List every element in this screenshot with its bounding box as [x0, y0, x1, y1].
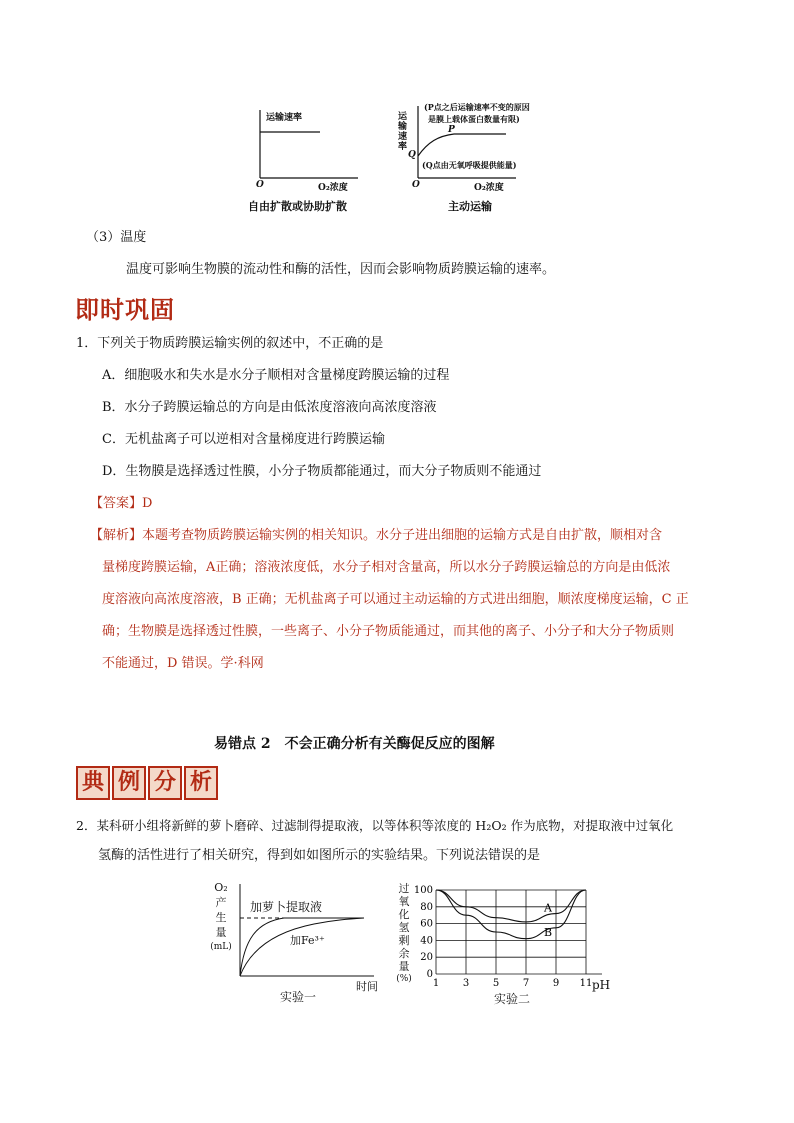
- q2-line1: 2．某科研小组将新鲜的萝卜磨碎、过滤制得提取液，以等体积等浓度的 H₂O₂ 作为底物，对提取液中过氧化: [76, 818, 674, 833]
- exp1-ylabel-1: O₂: [214, 881, 228, 894]
- y-tick-label-20: 20: [420, 952, 433, 964]
- q1-analysis-1: 【解析】本题考查物质跨膜运输实例的相关知识。水分子进出细胞的运输方式是自由扩散，顺相对含: [90, 528, 663, 543]
- exp2-ylabel-3: 化: [398, 908, 410, 921]
- exp1-ylabel-3: 生: [215, 911, 227, 924]
- q1-option-c: C．无机盐离子可以逆相对含量梯度进行跨膜运输: [102, 432, 385, 447]
- banner2-char-2: 例: [112, 766, 146, 800]
- figure-top-right: [396, 98, 576, 216]
- exp1-ylabel: [204, 880, 238, 955]
- y-tick-label-40: 40: [420, 935, 433, 947]
- exp1-curve-low-label: 加Fe³⁺: [290, 934, 325, 947]
- q1-analysis-3: 度溶液向高浓度溶液，B 正确；无机盐离子可以通过主动运输的方式进出细胞，顺浓度梯度运输，C 正: [102, 592, 689, 607]
- y-tick-label-100: 100: [413, 885, 433, 896]
- banner2-char-1: 典: [76, 766, 110, 800]
- section3-heading: （3）温度: [86, 230, 147, 245]
- q1-answer: 【答案】D: [90, 496, 153, 511]
- exp2-ylabel-4: 氢: [398, 921, 410, 934]
- banner-example-analysis: [76, 766, 220, 800]
- annot-p-line2: 是膜上载体蛋白数量有限): [428, 114, 520, 124]
- exp1-ylabel-4: 量: [215, 926, 227, 939]
- series-line-A: [436, 890, 586, 922]
- annot-p-line1: (P点之后运输速率不变的原因: [424, 102, 530, 112]
- section-title: 易错点 2 不会正确分析有关酶促反应的图解: [214, 736, 495, 752]
- banner2-char-3: 分: [148, 766, 182, 800]
- x-tick-label-3: 3: [462, 978, 470, 989]
- exp2-ylabel-5: 剩: [398, 934, 410, 947]
- annot-q: (Q点由无氧呼吸提供能量): [422, 160, 517, 170]
- right-ylabel: 运输速率: [398, 112, 408, 152]
- q-label: Q: [408, 150, 416, 160]
- y-tick-label-80: 80: [420, 901, 433, 913]
- banner-consolidate: 即时巩固: [75, 296, 175, 324]
- exp1-caption: 实验一: [280, 990, 317, 1004]
- exp2-caption: 实验二: [494, 992, 531, 1006]
- series-label-B: B: [544, 925, 553, 939]
- exp1-ylabel-5: (mL): [210, 942, 232, 952]
- x-tick-label-7: 7: [522, 978, 530, 989]
- q1-option-b: B．水分子跨膜运输总的方向是由低浓度溶液向高浓度溶液: [102, 400, 437, 415]
- left-origin: O: [256, 180, 264, 190]
- x-tick-label-1: 1: [432, 978, 440, 989]
- y-tick-label-0: 0: [426, 969, 433, 980]
- figure-exp2: [396, 880, 626, 1012]
- series-line-B: [436, 890, 586, 939]
- right-origin: O: [412, 180, 420, 190]
- left-ylabel: 运输速率: [266, 113, 303, 123]
- exp1-curve-top-label: 加萝卜提取液: [250, 900, 323, 914]
- right-caption: 主动运输: [448, 200, 492, 213]
- exp2-xlabel: pH: [592, 978, 611, 992]
- left-caption: 自由扩散或协助扩散: [248, 200, 347, 213]
- exp2-ylabel-7: 量: [398, 960, 410, 973]
- exp2-ylabel-1: 过: [398, 882, 410, 895]
- figure-top-left: [240, 100, 370, 215]
- x-tick-label-5: 5: [492, 978, 500, 989]
- y-tick-label-60: 60: [420, 918, 433, 930]
- exp2-ylabel-8: (%): [396, 974, 412, 984]
- left-xlabel: O₂浓度: [318, 183, 348, 193]
- q1-analysis-4: 确；生物膜是选择透过性膜，一些离子、小分子物质能通过，而其他的离子、小分子和大分子物质则: [102, 624, 675, 639]
- q1-analysis-2: 量梯度跨膜运输，A正确；溶液浓度低，水分子相对含量高，所以水分子跨膜运输总的方向是由低浓: [102, 560, 671, 575]
- p-label: P: [448, 125, 455, 135]
- section3-body: 温度可影响生物膜的流动性和酶的活性，因而会影响物质跨膜运输的速率。: [126, 262, 556, 277]
- banner2-char-4: 析: [184, 766, 218, 800]
- q1-option-d: D．生物膜是选择透过性膜，小分子物质都能通过，而大分子物质则不能通过: [102, 464, 542, 479]
- q2-line2: 氢酶的活性进行了相关研究，得到如如图所示的实验结果。下列说法错误的是: [98, 848, 541, 863]
- exp2-ylabel-6: 余: [398, 947, 410, 960]
- figure-exp1: [204, 880, 394, 1012]
- exp1-ylabel-2: 产: [215, 896, 227, 909]
- right-xlabel: O₂浓度: [474, 183, 504, 193]
- exp1-xlabel: 时间: [356, 980, 378, 993]
- q1-option-a: A．细胞吸水和失水是水分子顺相对含量梯度跨膜运输的过程: [102, 368, 450, 383]
- q1-stem: 1．下列关于物质跨膜运输实例的叙述中，不正确的是: [76, 336, 384, 351]
- x-tick-label-11: 11: [579, 978, 593, 989]
- series-label-A: A: [544, 901, 552, 915]
- x-tick-label-9: 9: [552, 978, 560, 989]
- active-transport-curve: [418, 134, 506, 156]
- q1-analysis-5: 不能通过，D 错误。学·科网: [102, 656, 264, 671]
- exp2-ylabel-2: 氧: [398, 895, 410, 908]
